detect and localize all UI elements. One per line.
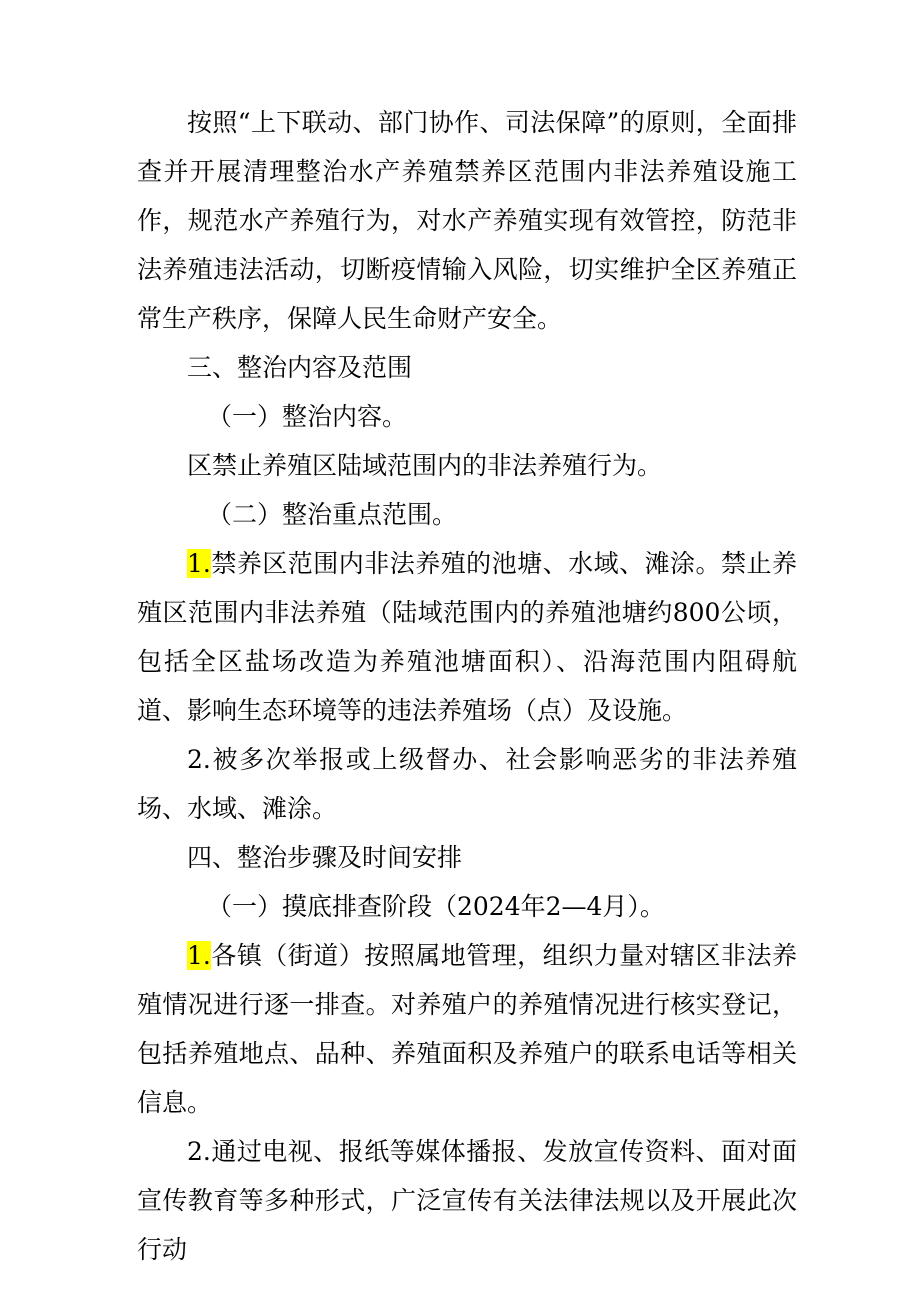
heading-text: 四、整治步骤及时间安排 (187, 843, 463, 872)
paragraph-principle (137, 98, 797, 343)
list-item-text: 2.被多次举报或上级督办、社会影响恶劣的非法养殖场、水域、滩涂。 (137, 745, 797, 823)
list-item-scope-2 (137, 735, 797, 833)
list-item-text: 各镇（街道）按照属地管理，组织力量对辖区非法养殖情况进行逐一排查。对养殖户的养殖情况进行核实登记，包括养殖地点、品种、养殖面积及养殖户的联系电话等相关信息。 (137, 941, 797, 1117)
list-item-text: 禁养区范围内非法养殖的池塘、水域、滩涂。禁止养殖区范围内非法养殖（陆域范围内的养殖池塘约800公顷，包括全区盐场改造为养殖池塘面积）、沿海范围内阻碍航道、影响生态环境等的违法养殖场（点）及设施。 (137, 549, 797, 725)
subheading-text: （一）整治内容。 (207, 402, 408, 431)
list-item-step-2 (137, 1127, 797, 1274)
highlighted-number: 1. (187, 941, 211, 970)
list-item-scope-1 (137, 539, 797, 735)
subheading-scope (137, 490, 797, 539)
highlighted-number: 1. (187, 549, 211, 578)
subheading-text: （一）摸底排查阶段（2024年2—4月）。 (207, 892, 665, 921)
section-heading-4 (137, 833, 797, 882)
document-body (137, 98, 797, 1274)
subheading-investigation (137, 882, 797, 931)
heading-text: 三、整治内容及范围 (187, 353, 413, 382)
section-heading-3 (137, 343, 797, 392)
subheading-content (137, 392, 797, 441)
list-item-text: 2.通过电视、报纸等媒体播报、发放宣传资料、面对面宣传教育等多种形式，广泛宣传有关法律法规以及开展此次行动 (137, 1137, 797, 1264)
paragraph-text: 按照“上下联动、部门协作、司法保障”的原则，全面排查并开展清理整治水产养殖禁养区范围内非法养殖设施工作，规范水产养殖行为，对水产养殖实现有效管控，防范非法养殖违法活动，切断疫情输入风险，切实维护全区养殖正常生产秩序，保障人民生命财产安全。 (137, 108, 797, 333)
paragraph-content (137, 441, 797, 490)
paragraph-text: 区禁止养殖区陆域范围内的非法养殖行为。 (187, 451, 663, 480)
list-item-step-1 (137, 931, 797, 1127)
subheading-text: （二）整治重点范围。 (207, 500, 458, 529)
